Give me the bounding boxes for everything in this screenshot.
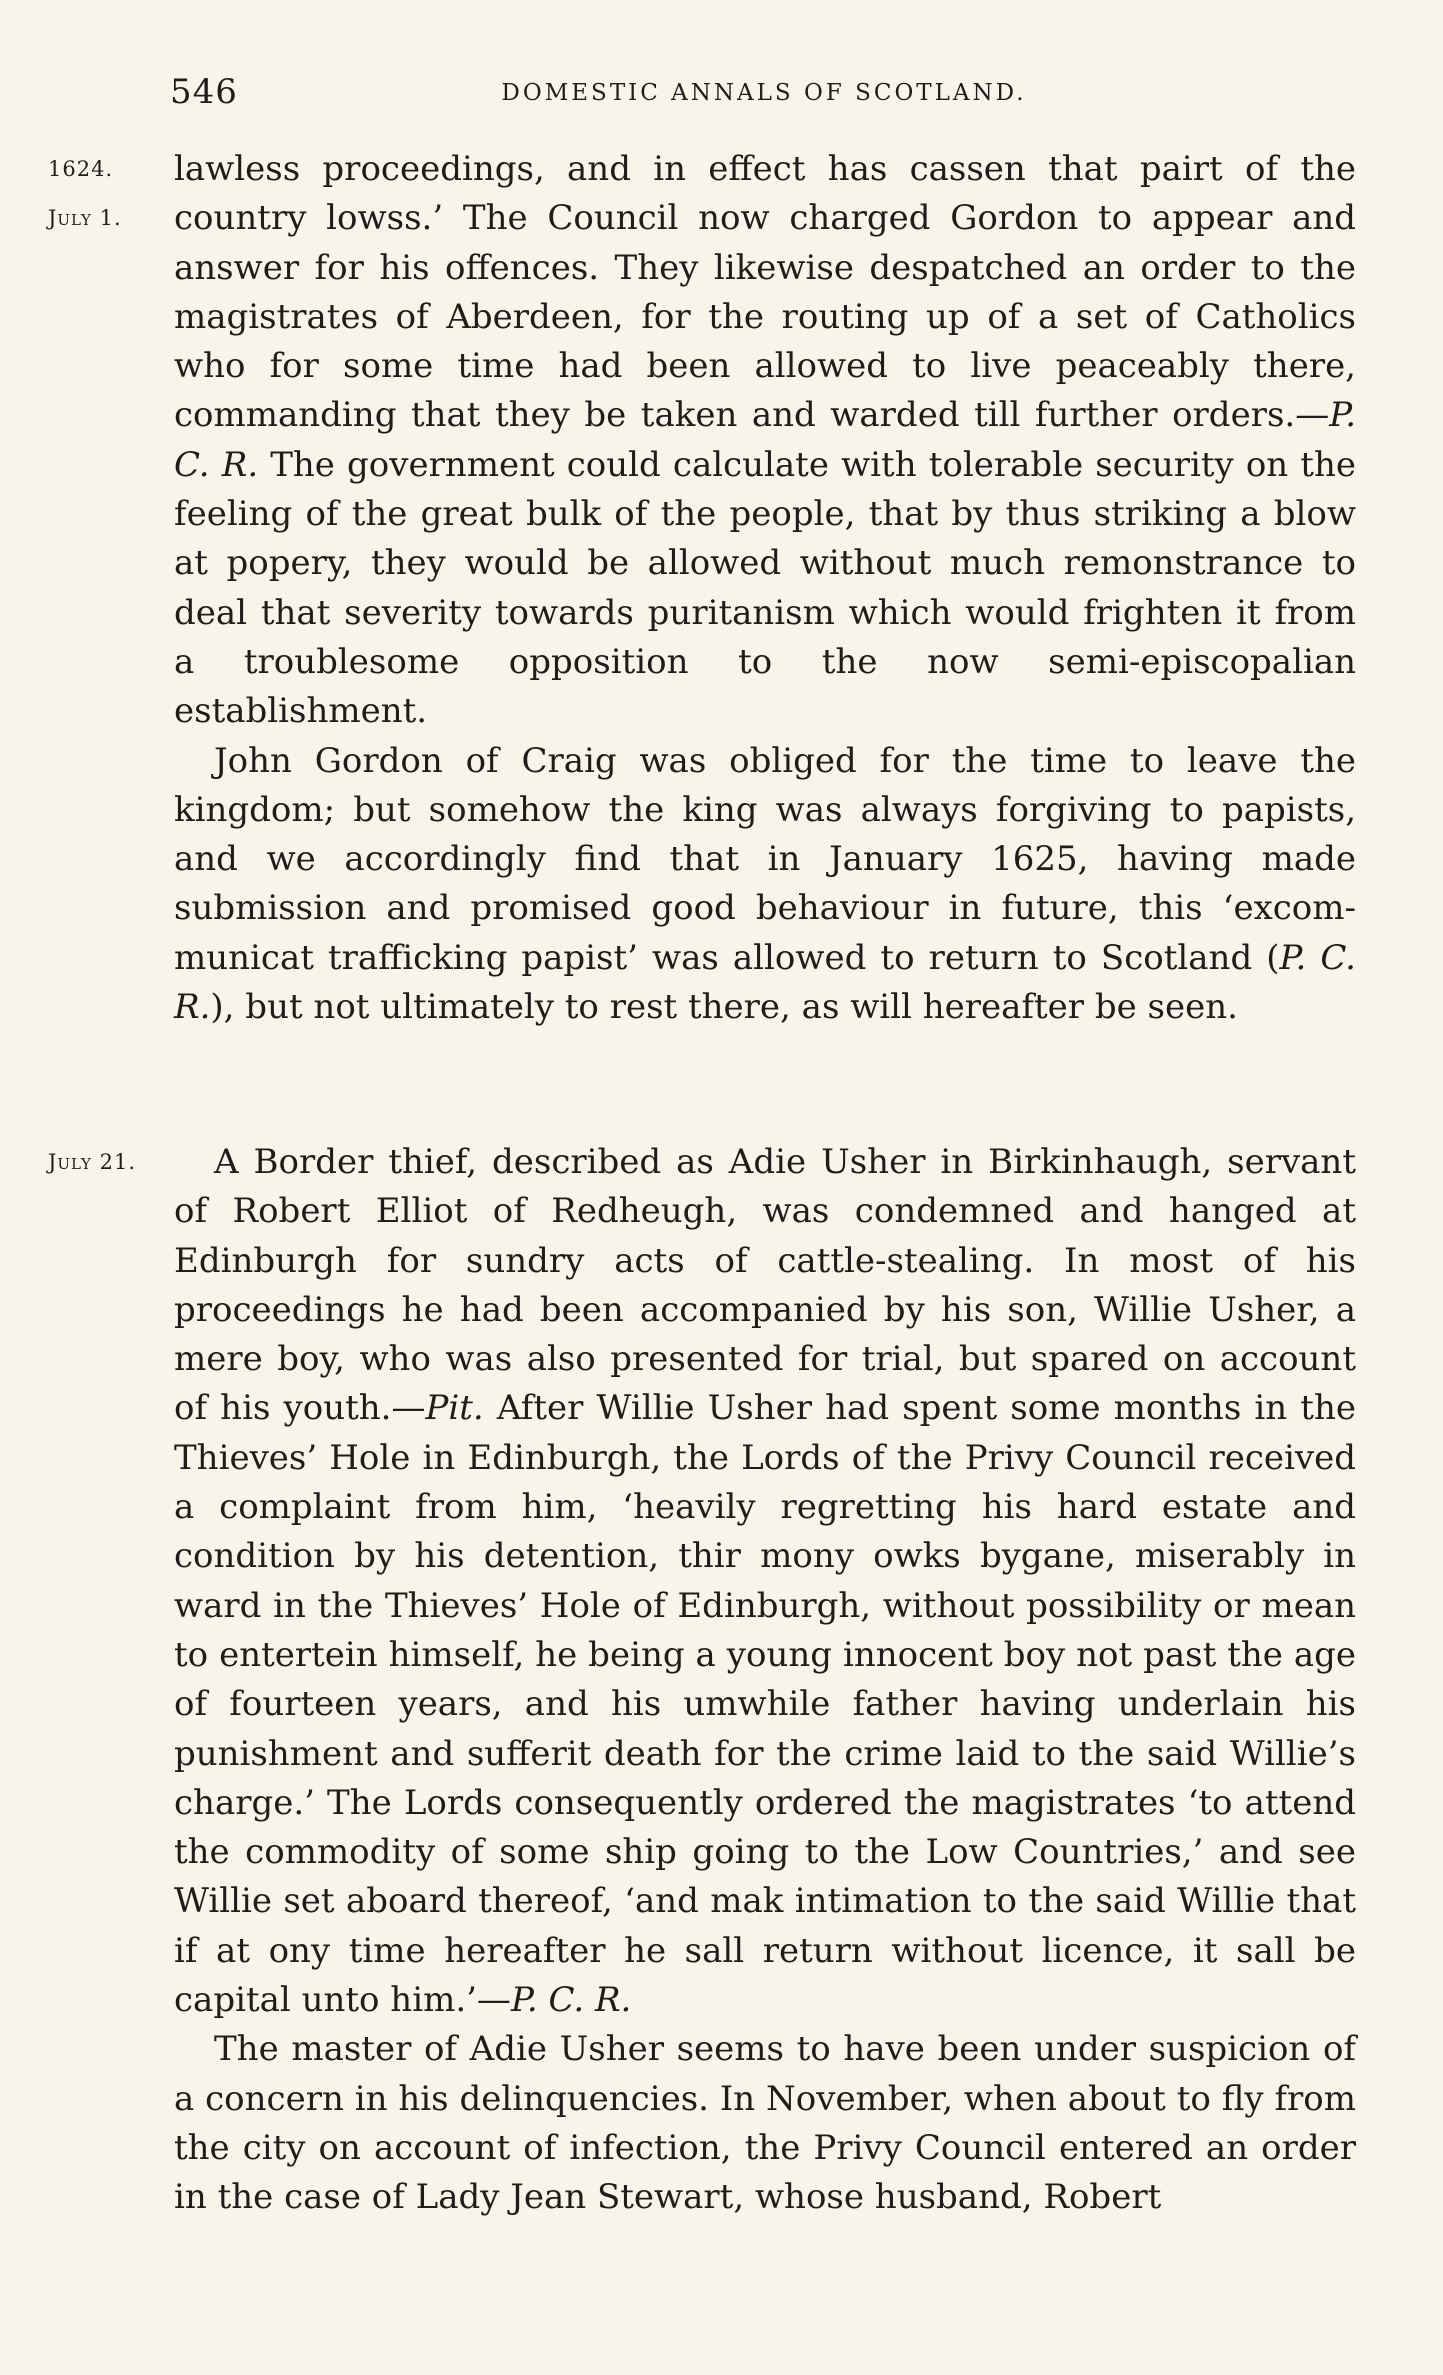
margin-note-date: July 21. [48, 1150, 137, 1174]
paragraph [174, 145, 1356, 737]
margin-note-date: July 1. [48, 206, 122, 230]
text-run: After Willie Usher had spent some months in the Thieves’ Hole in Edinburgh, the Lords of the Privy Council received a complaint from him, ‘heavily regretting his hard estate and condition by his detention, thir mony owks bygane, miserably in ward in the Thieves’ Hole of Edinburgh, without possibility or mean to entertein himself, he being a young innocent boy not past the age of fourteen years, and his umwhile father having underlain his punishment and sufferit death for the crime laid to the said Willie’s charge.’ The Lords consequently ordered the magistrates ‘to attend the commodity of some ship going to the Low Countries,’ and see Willie set aboard thereof, ‘and mak intimation to the said Willie that if at ony time hereafter he sall return without licence, it sall be capital unto him.’— [174, 1388, 1356, 2021]
text-run: The government could calculate with tolerable security on the feeling of the great bulk of the people, that by thus striking a blow at popery, they would be allowed without much remonstrance to deal that severity towards puritanism which would frighten it from a troublesome opposition to the now semi-episcopalian establishment. [174, 444, 1356, 732]
citation: P. C. R. [174, 395, 1356, 485]
text-run: ), but not ultimately to rest there, as will hereafter be seen. [210, 987, 1238, 1028]
text-run: A Border thief, described as Adie Usher in Birkinhaugh, servant of Robert Elliot of Redheugh, was condemned and hanged at Edinburgh for sundry acts of cattle-stealing. In most of his proceedings he had been accompanied by his son, Willie Usher, a mere boy, who was also presented for trial, but spared on account of his youth.— [174, 1142, 1356, 1429]
text-section-1 [174, 145, 1356, 1032]
paragraph [174, 737, 1356, 1033]
page-header [168, 72, 1360, 122]
paragraph: The master of Adie Usher seems to have been under suspicion of a concern in his delinquencies. In November, when about to fly from the city on account of infection, the Privy Council entered an order in the case of Lady Jean Stewart, whose husband, Robert [174, 2029, 1356, 2218]
citation: P. C. R. [510, 1980, 632, 2021]
citation: Pit. [425, 1388, 484, 1429]
text-run: lawless proceedings, and in effect has cassen that pairt of the country lowss.’ The Council now charged Gordon to appear and answer for his offences. They likewise despatched an order to the magistrates of Aberdeen, for the routing up of a set of Catholics who for some time had been allowed to live peaceably there, commanding that they be taken and warded till further orders.— [174, 149, 1356, 436]
text-section-2 [174, 1138, 1356, 2223]
text-run: John Gordon of Craig was obliged for the time to leave the kingdom; but somehow the king was always forgiving to papists, and we accordingly find that in January 1625, having made submission and promised good behaviour in future, this ‘excom-municat trafficking papist’ was allowed to return to Scotland ( [174, 740, 1356, 978]
running-title: DOMESTIC ANNALS OF SCOTLAND. [501, 80, 1027, 106]
paragraph [174, 1138, 1356, 2025]
margin-note-year: 1624. [48, 157, 114, 181]
citation: P. C. R. [174, 937, 1356, 1028]
page-number: 546 [170, 72, 238, 112]
